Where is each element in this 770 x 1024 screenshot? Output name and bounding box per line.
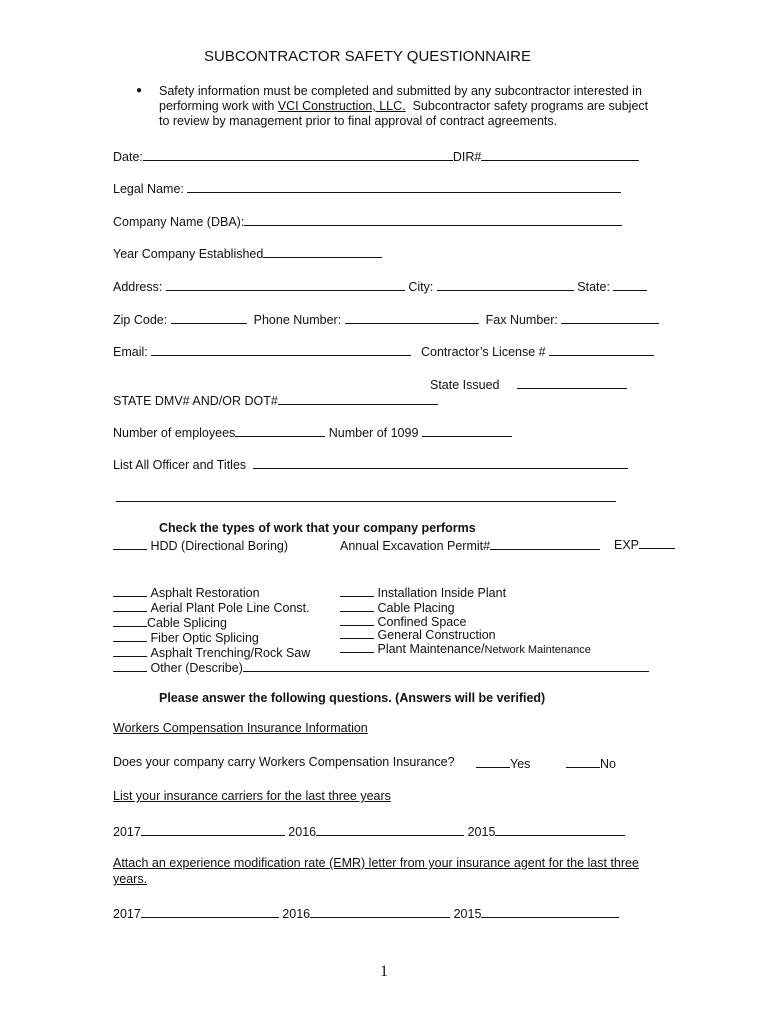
emr-2015-field[interactable]: [481, 906, 619, 918]
dmv-field[interactable]: [278, 393, 438, 405]
work-asphalt-restoration: [113, 585, 260, 600]
intro-line-2-end: Subcontractor safety programs are subject: [405, 99, 649, 113]
address-row: [113, 279, 647, 294]
wc-yes-checkbox[interactable]: [476, 756, 510, 768]
intro-line-3: to review by management prior to final approval of contract agreements.: [159, 114, 558, 128]
officers-field-2[interactable]: [116, 490, 616, 502]
work-other: [113, 660, 649, 675]
asphalt-trenching-checkbox[interactable]: [113, 645, 147, 657]
intro-line-1: Safety information must be completed and submitted by any subcontractor interested in: [159, 84, 642, 98]
exp-label: EXP: [614, 538, 640, 552]
address-field[interactable]: [166, 279, 405, 291]
work-cable-placing: [340, 600, 455, 615]
plant-maintenance-label: Plant Maintenance/: [377, 642, 485, 656]
work-cable-splicing: [113, 615, 227, 630]
wc-question: Does your company carry Workers Compensation Insurance?: [113, 755, 455, 769]
network-maintenance-label: Network Maintenance: [484, 644, 591, 656]
dmv-label: STATE DMV# AND/OR DOT#: [113, 394, 278, 408]
city-label: City:: [408, 280, 434, 294]
emr-line-1: Attach an experience modification rate (EMR) letter from your insurance agent for the last three: [113, 856, 639, 870]
email-row: [113, 344, 411, 359]
hdd-row: [113, 538, 288, 553]
carrier-year-2016: 2016: [288, 825, 317, 839]
carrier-2016-field[interactable]: [316, 824, 464, 836]
emr-year-2016: 2016: [282, 907, 311, 921]
dmv-row: [113, 393, 438, 408]
state-issued-row: [430, 377, 627, 392]
email-field[interactable]: [151, 344, 411, 356]
emr-2017-field[interactable]: [141, 906, 279, 918]
wc-yes-label: Yes: [510, 757, 531, 771]
exp-field[interactable]: [639, 537, 675, 549]
emr-year-2017: 2017: [113, 907, 141, 921]
dir-label: DIR#: [452, 150, 482, 164]
year-established-label: Year Company Established: [113, 247, 264, 261]
legal-name-row: [113, 181, 621, 196]
general-construction-checkbox[interactable]: [340, 627, 374, 639]
cable-splicing-label: Cable Splicing: [147, 616, 227, 630]
license-row: [421, 344, 654, 359]
confined-space-checkbox[interactable]: [340, 614, 374, 626]
plant-maintenance-checkbox[interactable]: [340, 641, 374, 653]
installation-inside-plant-label: Installation Inside Plant: [377, 586, 507, 600]
employees-field[interactable]: [235, 425, 325, 437]
asphalt-restoration-label: Asphalt Restoration: [150, 586, 260, 600]
officers-label: List All Officer and Titles: [113, 458, 247, 472]
employees-label: Number of employees: [113, 426, 236, 440]
num1099-field[interactable]: [422, 425, 512, 437]
work-aerial-plant: [113, 600, 310, 615]
zip-field[interactable]: [171, 312, 247, 324]
date-row: [113, 149, 639, 164]
other-describe-field[interactable]: [243, 660, 649, 672]
hdd-checkbox[interactable]: [113, 538, 147, 550]
year-established-field[interactable]: [263, 246, 382, 258]
officers-row: [113, 457, 628, 472]
bullet-icon: ●: [136, 85, 143, 96]
intro-line-2: [159, 100, 648, 113]
year-established-row: [113, 246, 382, 261]
legal-name-label: Legal Name:: [113, 182, 184, 196]
num1099-label: Number of 1099: [328, 426, 419, 440]
company-name-field[interactable]: [244, 214, 622, 226]
wc-info-heading: Workers Compensation Insurance Information: [113, 721, 368, 735]
page-number: 1: [380, 963, 388, 980]
aerial-plant-label: Aerial Plant Pole Line Const.: [150, 601, 310, 615]
permit-field[interactable]: [490, 538, 600, 550]
permit-row: [340, 538, 600, 553]
dir-field[interactable]: [481, 149, 639, 161]
employees-row: [113, 425, 512, 440]
work-general-construction: [340, 627, 496, 642]
emr-2016-field[interactable]: [310, 906, 450, 918]
phone-field[interactable]: [345, 312, 479, 324]
work-asphalt-trenching: [113, 645, 310, 660]
work-types-heading: Check the types of work that your company performs: [159, 521, 476, 535]
fiber-optic-checkbox[interactable]: [113, 630, 147, 642]
cable-placing-label: Cable Placing: [377, 601, 455, 615]
company-name-link: VCI Construction, LLC.: [277, 99, 406, 113]
state-issued-label: State Issued: [430, 378, 500, 392]
wc-no-label: No: [600, 757, 616, 771]
email-label: Email:: [113, 345, 148, 359]
page-title: SUBCONTRACTOR SAFETY QUESTIONNAIRE: [204, 48, 531, 65]
work-installation-inside-plant: [340, 585, 506, 600]
wc-yes-option: [476, 756, 530, 771]
state-label: State:: [577, 280, 610, 294]
officers-row-2: [116, 490, 616, 505]
carriers-heading: List your insurance carriers for the last three years: [113, 789, 391, 803]
aerial-plant-checkbox[interactable]: [113, 600, 147, 612]
intro-line-2-start: performing work with: [159, 99, 278, 113]
emr-year-2015: 2015: [453, 907, 482, 921]
zip-phone-fax-row: [113, 312, 659, 327]
permit-label: Annual Excavation Permit#: [340, 539, 491, 553]
state-field[interactable]: [613, 279, 647, 291]
work-plant-maintenance: [340, 641, 591, 656]
carrier-year-2015: 2015: [467, 825, 496, 839]
fax-field[interactable]: [561, 312, 659, 324]
address-label: Address:: [113, 280, 163, 294]
asphalt-trenching-label: Asphalt Trenching/Rock Saw: [150, 646, 311, 660]
confined-space-label: Confined Space: [377, 615, 467, 629]
date-label: Date:: [113, 150, 143, 164]
wc-no-checkbox[interactable]: [566, 756, 600, 768]
company-name-row: [113, 214, 622, 229]
questions-heading: Please answer the following questions. (Answers will be verified): [159, 691, 546, 705]
carrier-year-2017: 2017: [113, 825, 141, 839]
license-label: Contractor’s License #: [421, 345, 546, 359]
fiber-optic-label: Fiber Optic Splicing: [150, 631, 259, 645]
general-construction-label: General Construction: [377, 628, 496, 642]
exp-row: [614, 537, 675, 552]
state-issued-field[interactable]: [517, 377, 627, 389]
emr-row: [113, 906, 619, 921]
other-checkbox[interactable]: [113, 660, 147, 672]
hdd-label: HDD (Directional Boring): [150, 539, 289, 553]
cable-placing-checkbox[interactable]: [340, 600, 374, 612]
legal-name-field[interactable]: [187, 181, 621, 193]
installation-inside-plant-checkbox[interactable]: [340, 585, 374, 597]
officers-field[interactable]: [253, 457, 628, 469]
license-field[interactable]: [549, 344, 654, 356]
work-fiber-optic: [113, 630, 259, 645]
asphalt-restoration-checkbox[interactable]: [113, 585, 147, 597]
other-label: Other (Describe): [150, 661, 243, 675]
date-field[interactable]: [143, 149, 453, 161]
carrier-2017-field[interactable]: [141, 824, 285, 836]
carrier-2015-field[interactable]: [495, 824, 625, 836]
city-field[interactable]: [437, 279, 574, 291]
phone-label: Phone Number:: [253, 313, 342, 327]
company-name-label: Company Name (DBA):: [113, 215, 245, 229]
cable-splicing-checkbox[interactable]: [113, 615, 147, 627]
zip-label: Zip Code:: [113, 313, 168, 327]
emr-line-2: years.: [113, 872, 148, 886]
carriers-row: [113, 824, 625, 839]
fax-label: Fax Number:: [485, 313, 558, 327]
wc-no-option: [566, 756, 616, 771]
